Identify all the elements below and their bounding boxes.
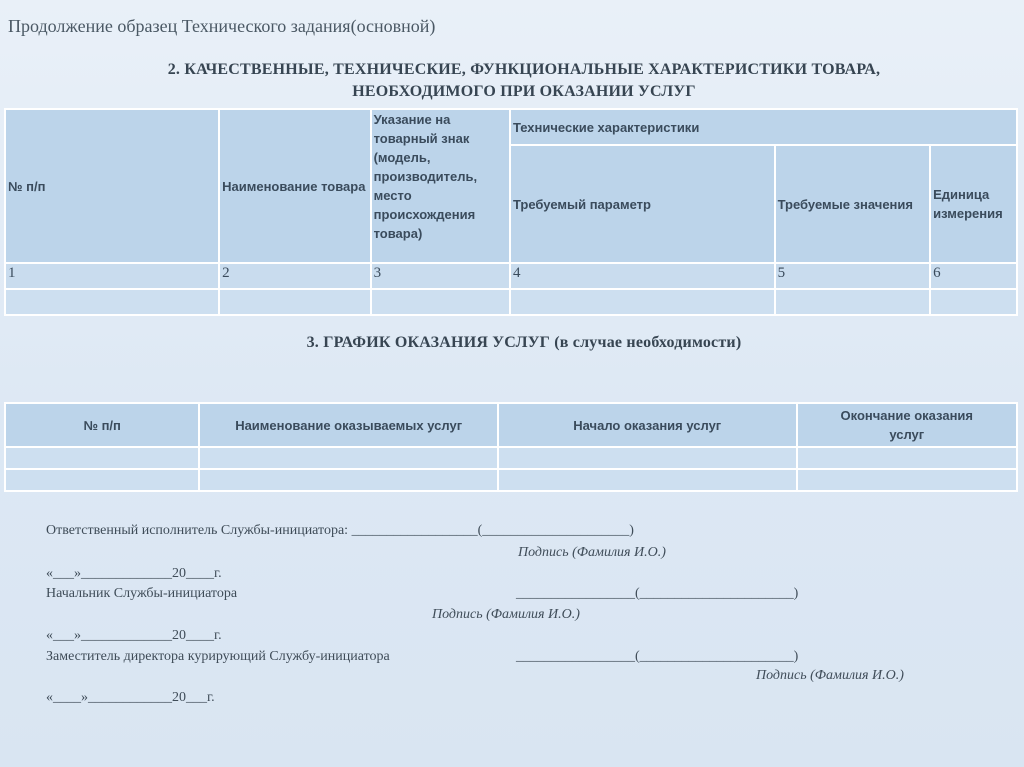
table-row: [6, 290, 1016, 314]
header-tech-characteristics: Технические характеристики: [511, 110, 1016, 144]
empty-cell[interactable]: [6, 448, 198, 468]
responsible-executor-line: Ответственный исполнитель Службы-инициатора: __________________(_____________________): [46, 523, 634, 538]
column-number-row: [6, 264, 1016, 288]
page-subtitle: Продолжение образец Технического задания(основной): [8, 16, 436, 36]
col-number: 5: [776, 264, 930, 288]
header-unit: Единица измерения: [931, 146, 1016, 262]
section-3-title: 3. ГРАФИК ОКАЗАНИЯ УСЛУГ (в случае необходимости): [306, 334, 742, 351]
empty-cell[interactable]: [511, 290, 774, 314]
date-line-1: «___»_____________20____г.: [46, 566, 222, 581]
empty-cell[interactable]: [200, 470, 497, 490]
empty-cell[interactable]: [499, 470, 796, 490]
header-service-end: Окончание оказания услуг: [798, 404, 1016, 446]
header-required-values: Требуемые значения: [776, 146, 930, 262]
signature-caption-1: Подпись (Фамилия И.О.): [518, 545, 666, 560]
empty-cell[interactable]: [931, 290, 1016, 314]
table-row: [6, 470, 1016, 490]
characteristics-table: [4, 108, 1018, 316]
section-2-title-line-1: 2. КАЧЕСТВЕННЫЕ, ТЕХНИЧЕСКИЕ, ФУНКЦИОНАЛЬНЫЕ ХАРАКТЕРИСТИКИ ТОВАРА,: [167, 61, 881, 78]
empty-cell[interactable]: [798, 470, 1016, 490]
header-num: № п/п: [6, 110, 218, 262]
empty-cell[interactable]: [6, 290, 218, 314]
deputy-director-fields: _________________(______________________): [516, 649, 799, 664]
empty-cell[interactable]: [776, 290, 930, 314]
table-row: [6, 448, 1016, 468]
header-num: № п/п: [6, 404, 198, 446]
date-line-2: «___»_____________20____г.: [46, 628, 222, 643]
col-number: 4: [511, 264, 774, 288]
empty-cell[interactable]: [372, 290, 509, 314]
signature-caption-3: Подпись (Фамилия И.О.): [756, 668, 904, 683]
col-number: 6: [931, 264, 1016, 288]
empty-cell[interactable]: [499, 448, 796, 468]
header-trademark: Указание на товарный знак (модель, производитель, место происхождения товара): [372, 110, 509, 262]
signature-caption-2: Подпись (Фамилия И.О.): [432, 607, 580, 622]
empty-cell[interactable]: [6, 470, 198, 490]
date-line-3: «____»____________20___г.: [46, 690, 215, 705]
head-of-service-fields: _________________(______________________): [516, 586, 799, 601]
col-number: 1: [6, 264, 218, 288]
empty-cell[interactable]: [200, 448, 497, 468]
head-of-service-label: Начальник Службы-инициатора: [46, 586, 238, 601]
empty-cell[interactable]: [220, 290, 369, 314]
section-2-title-line-2: НЕОБХОДИМОГО ПРИ ОКАЗАНИИ УСЛУГ: [352, 83, 696, 100]
schedule-table: [4, 402, 1018, 492]
col-number: 2: [220, 264, 369, 288]
header-product-name: Наименование товара: [220, 110, 369, 262]
col-number: 3: [372, 264, 509, 288]
section-2-title: [40, 59, 1008, 103]
empty-cell[interactable]: [798, 448, 1016, 468]
deputy-director-label: Заместитель директора курирующий Службу-инициатора: [46, 649, 390, 664]
header-required-param: Требуемый параметр: [511, 146, 774, 262]
header-service-name: Наименование оказываемых услуг: [200, 404, 497, 446]
header-service-start: Начало оказания услуг: [499, 404, 796, 446]
